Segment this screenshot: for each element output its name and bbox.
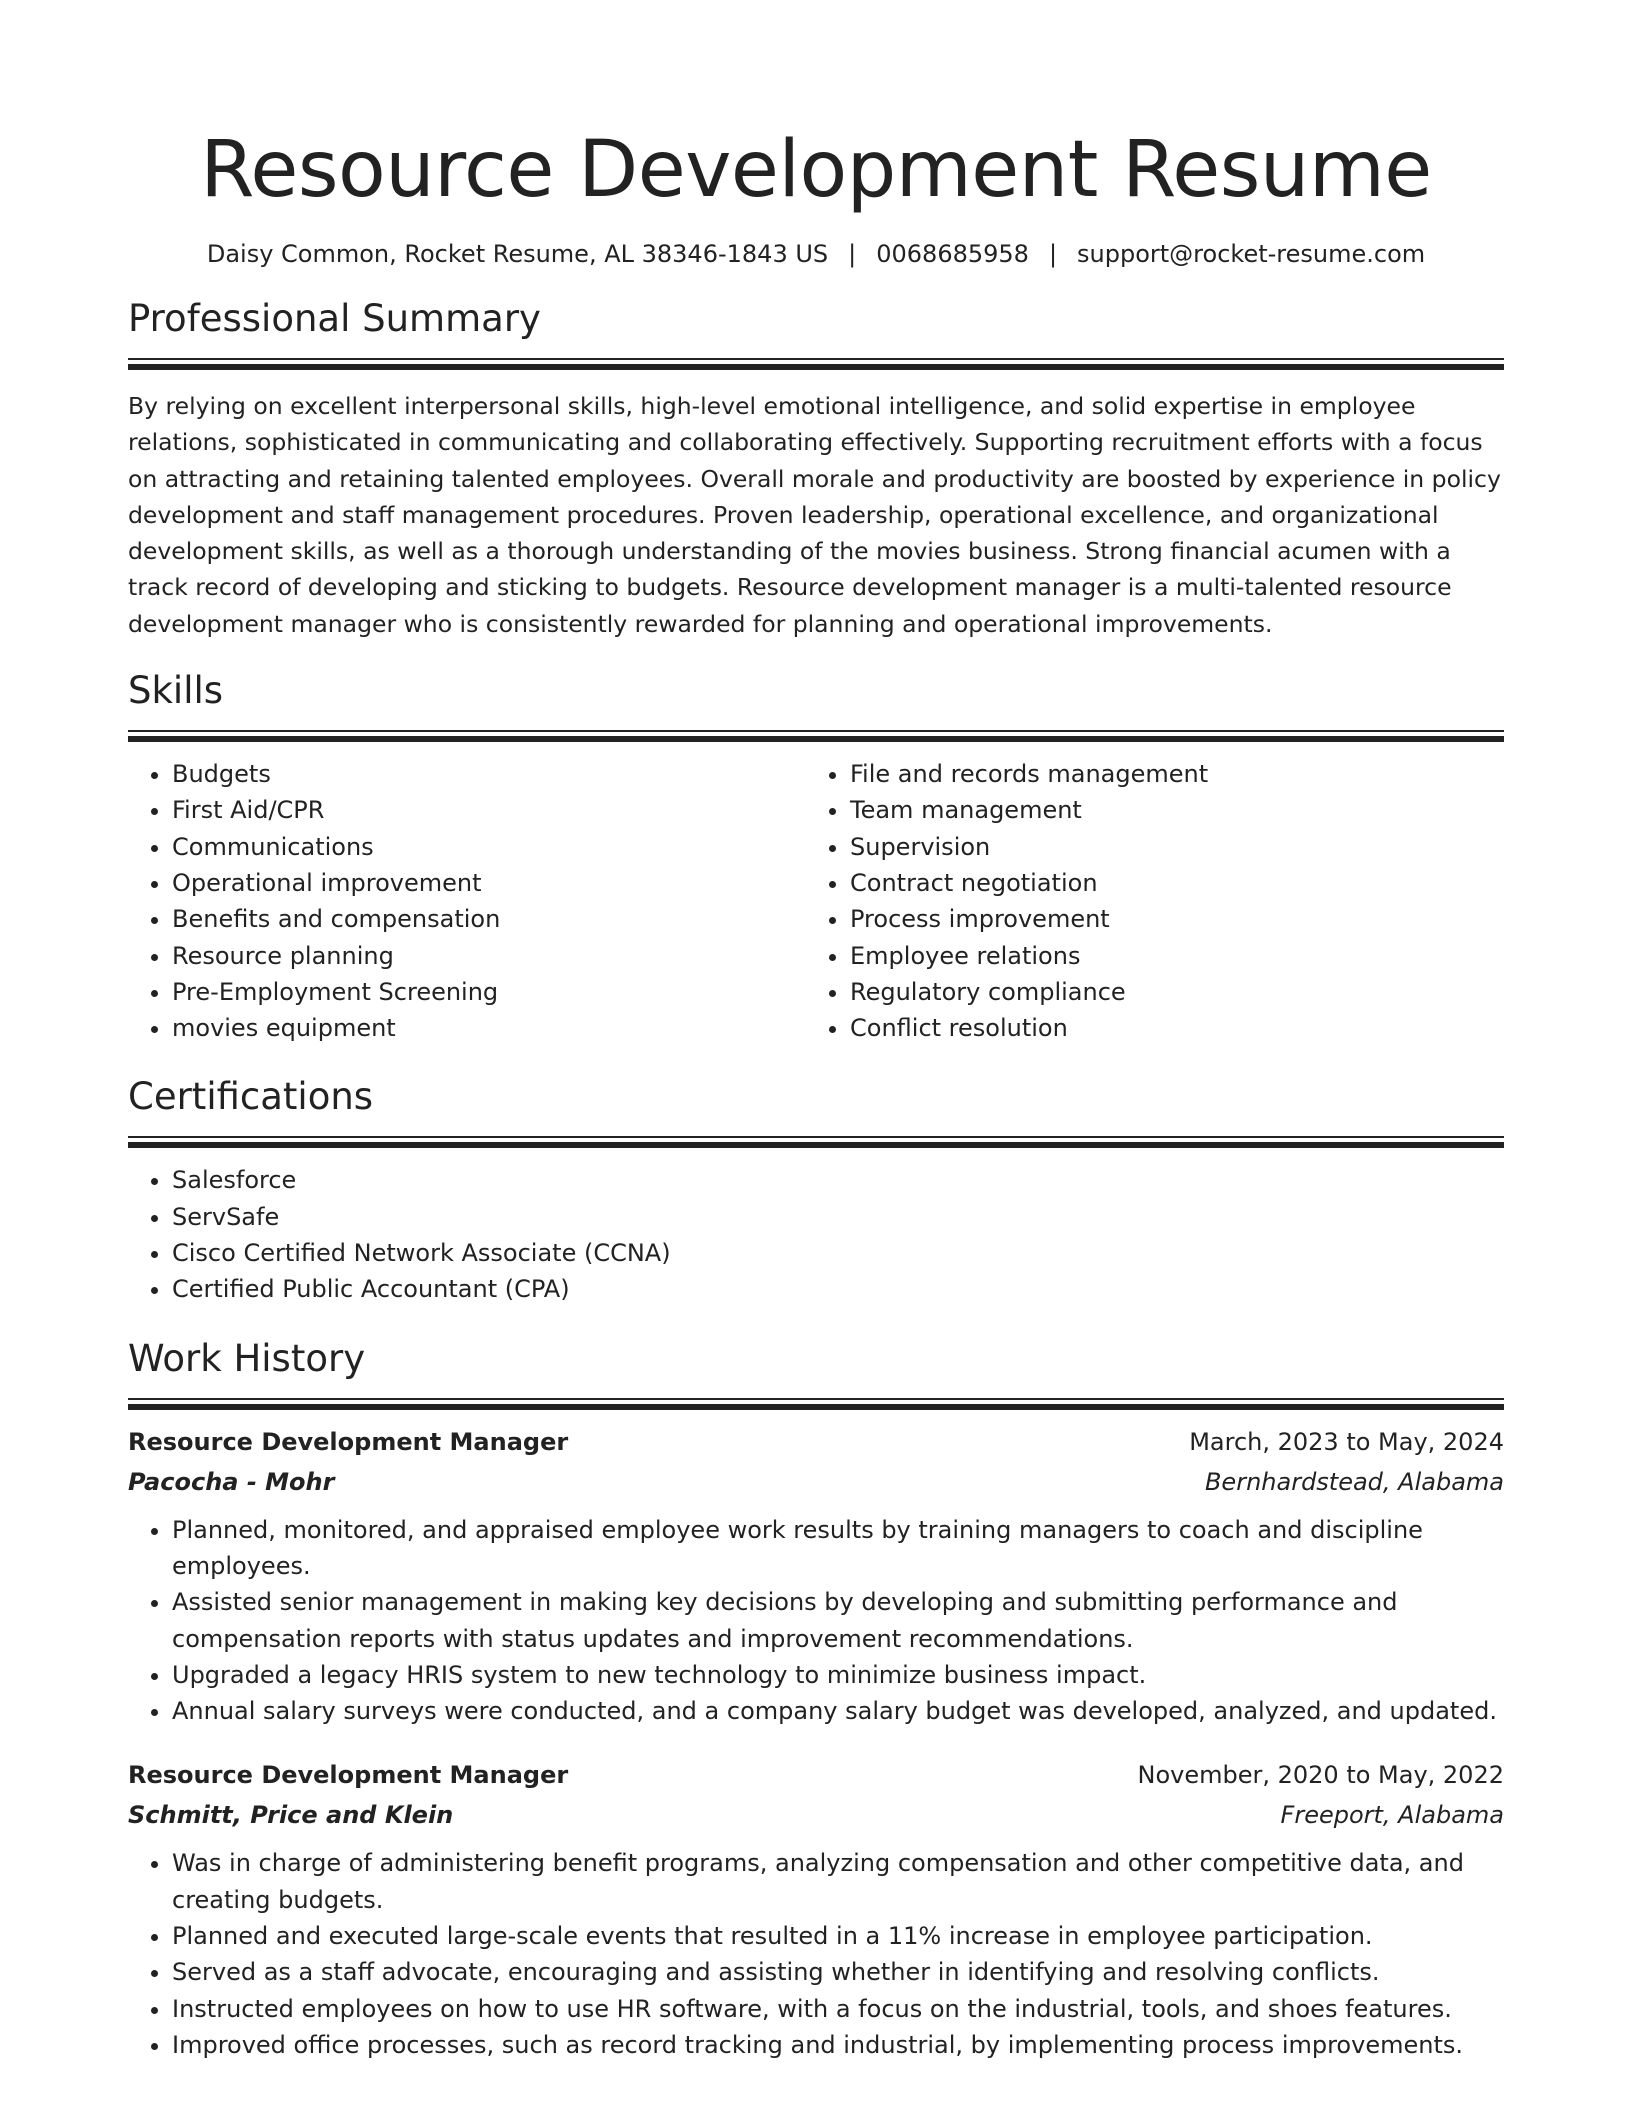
skill-item: • Regulatory compliance: [850, 974, 1484, 1010]
skill-item: • Contract negotiation: [850, 865, 1484, 901]
job-bullet: • Assisted senior management in making key decisions by developing and submitting performance and compensation reports with status updates and improvement recommendations.: [172, 1584, 1504, 1657]
skill-item: • First Aid/CPR: [172, 792, 806, 828]
job-dates: November, 2020 to May, 2022: [1137, 1761, 1504, 1790]
certification-item: • Cisco Certified Network Associate (CCNA): [172, 1235, 1504, 1271]
skills-column-left: [128, 756, 806, 1046]
skill-item: • Operational improvement: [172, 865, 806, 901]
job-bullet: • Annual salary surveys were conducted, and a company salary budget was developed, analyzed, and updated.: [172, 1693, 1504, 1729]
job-company: Pacocha - Mohr: [128, 1467, 335, 1496]
certification-item: • Certified Public Accountant (CPA): [172, 1271, 1504, 1307]
job-bullet: • Planned, monitored, and appraised employee work results by training managers to coach and discipline employees.: [172, 1512, 1504, 1585]
job-location: Freeport, Alabama: [1280, 1801, 1504, 1830]
skill-item: • Employee relations: [850, 938, 1484, 974]
skills-list-right: [806, 756, 1484, 1046]
skill-item: • Pre-Employment Screening: [172, 974, 806, 1010]
summary-section: [128, 296, 1504, 642]
skills-section: [128, 668, 1504, 1046]
skill-item: • movies equipment: [172, 1010, 806, 1046]
contact-line: [128, 238, 1504, 270]
summary-heading: Professional Summary: [128, 297, 541, 340]
resume-page: [128, 0, 1504, 2063]
section-divider: [128, 358, 1504, 370]
job-bullet: • Was in charge of administering benefit programs, analyzing compensation and other competitive data, and creating budgets.: [172, 1845, 1504, 1918]
skill-item: • Supervision: [850, 829, 1484, 865]
skill-item: • Benefits and compensation: [172, 901, 806, 937]
skills-column-right: [806, 756, 1484, 1046]
job-bullet: • Instructed employees on how to use HR software, with a focus on the industrial, tools, and shoes features.: [172, 1991, 1504, 2027]
resume-title: Resource Development Resume: [200, 125, 1432, 215]
contact-separator: |: [1048, 240, 1058, 268]
skills-grid: [128, 756, 1504, 1046]
job-bullet: • Served as a staff advocate, encouraging and assisting whether in identifying and resolving conflicts.: [172, 1954, 1504, 1990]
certifications-list: [128, 1162, 1504, 1307]
skills-heading: Skills: [128, 669, 224, 713]
certification-item: • ServSafe: [172, 1199, 1504, 1235]
skill-item: • Process improvement: [850, 901, 1484, 937]
job-title: Resource Development Manager: [128, 1761, 569, 1790]
skill-item: • File and records management: [850, 756, 1484, 792]
skill-item: • Team management: [850, 792, 1484, 828]
job-company: Schmitt, Price and Klein: [128, 1801, 454, 1830]
job-entry: [128, 1422, 1504, 1730]
job-location: Bernhardstead, Alabama: [1204, 1467, 1504, 1496]
job-dates: March, 2023 to May, 2024: [1189, 1427, 1504, 1456]
job-bullet: • Planned and executed large-scale events that resulted in a 11% increase in employee participation.: [172, 1918, 1504, 1954]
job-title: Resource Development Manager: [128, 1427, 569, 1456]
work-history-section: [128, 1336, 1504, 2064]
skill-item: • Communications: [172, 829, 806, 865]
job-subheader: [128, 1795, 1504, 1835]
work-history-heading: Work History: [128, 1336, 366, 1380]
section-divider: [128, 730, 1504, 742]
skill-item: • Conflict resolution: [850, 1010, 1484, 1046]
summary-text: By relying on excellent interpersonal skills, high-level emotional intelligence, and solid expertise in employee relations, sophisticated in communicating and collaborating effectively. Supporting recruitment efforts with a focus on attracting and retaining talented employees. Overall morale and productivity are boosted by experience in policy development and staff management procedures. Proven leadership, operational excellence, and organizational development skills, as well as a thorough understanding of the movies business. Strong financial acumen with a track record of developing and sticking to budgets. Resource development manager is a multi-talented resource development manager who is consistently rewarded for planning and operational improvements.: [128, 392, 1501, 638]
contact-address: Daisy Common, Rocket Resume, AL 38346-1843 US: [206, 240, 829, 268]
job-bullet: • Improved office processes, such as record tracking and industrial, by implementing process improvements.: [172, 2027, 1504, 2063]
skill-item: • Budgets: [172, 756, 806, 792]
job-bullets: [128, 1512, 1504, 1730]
job-bullets: [128, 1845, 1504, 2063]
jobs-list: [128, 1422, 1504, 2064]
skill-item: • Resource planning: [172, 938, 806, 974]
contact-separator: |: [848, 240, 857, 268]
certifications-heading: Certifications: [128, 1075, 374, 1119]
section-divider: [128, 1398, 1504, 1410]
contact-phone: 0068685958: [876, 240, 1029, 268]
contact-email: support@rocket-resume.com: [1077, 240, 1426, 268]
section-divider: [128, 1136, 1504, 1148]
certifications-section: [128, 1074, 1504, 1307]
certification-item: • Salesforce: [172, 1162, 1504, 1198]
job-entry: [128, 1755, 1504, 2063]
job-header: [128, 1755, 1504, 1795]
job-bullet: • Upgraded a legacy HRIS system to new technology to minimize business impact.: [172, 1657, 1504, 1693]
job-subheader: [128, 1462, 1504, 1502]
job-header: [128, 1422, 1504, 1462]
skills-list-left: [128, 756, 806, 1046]
